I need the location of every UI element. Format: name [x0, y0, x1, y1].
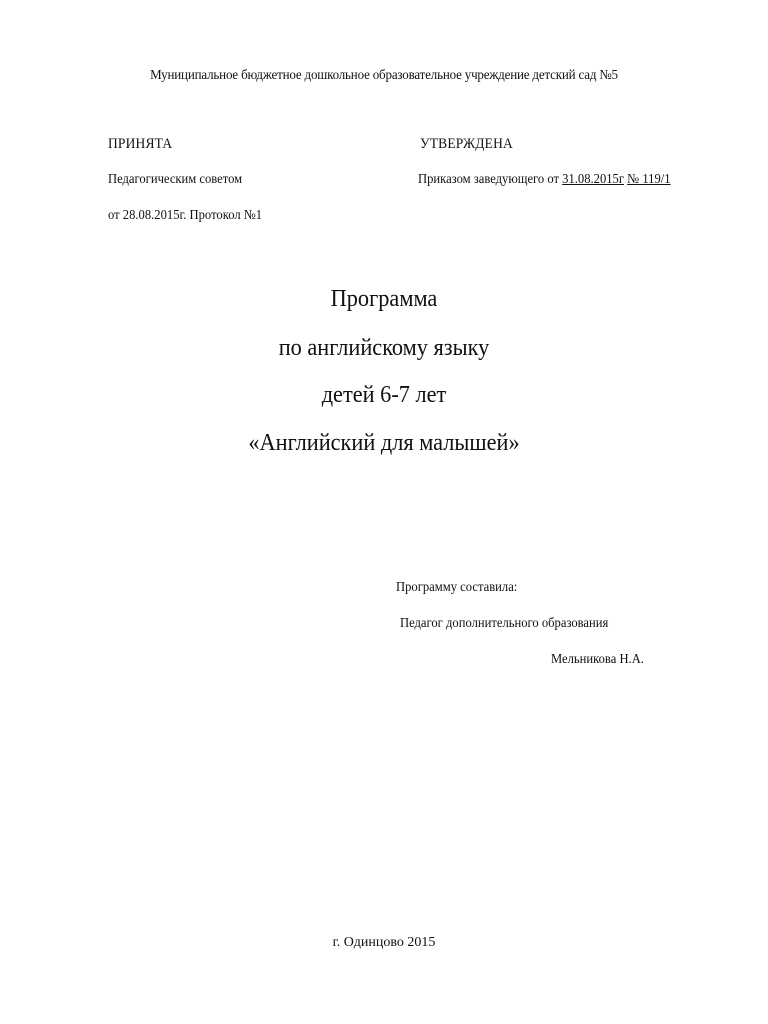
- approved-title-text: УТВЕРЖДЕНА: [420, 136, 513, 152]
- place-year: г. Одинцово 2015: [332, 935, 436, 950]
- title-line-1: Программа: [330, 286, 438, 312]
- protocol-line: [108, 208, 279, 224]
- accepted-by: [108, 172, 257, 188]
- protocol-text: от 28.08.2015г. Протокол №1: [108, 208, 263, 223]
- accepted-title-text: ПРИНЯТА: [108, 136, 173, 152]
- title-line-4: «Английский для малышей»: [248, 430, 520, 456]
- accepted-by-text: Педагогическим советом: [108, 172, 243, 187]
- institution-name: Муниципальное бюджетное дошкольное образовательное учреждение детский сад №5: [150, 68, 618, 83]
- author-position: [400, 616, 631, 632]
- order-prefix: Приказом заведующего от: [418, 172, 559, 187]
- order-line: [418, 172, 699, 188]
- title-line-3: детей 6-7 лет: [321, 382, 447, 408]
- order-date: 31.08.2015г: [562, 172, 625, 187]
- accepted-title: [108, 136, 180, 153]
- author-label: [396, 580, 531, 596]
- author-label-text: Программу составила:: [396, 580, 518, 595]
- author-name: [551, 652, 654, 668]
- order-number: № 119/1: [627, 172, 671, 187]
- author-position-text: Педагог дополнительного образования: [400, 616, 609, 631]
- approved-title: [420, 136, 523, 153]
- order-line-text: [418, 172, 671, 188]
- author-name-text: Мельникова Н.А.: [551, 652, 644, 667]
- title-line-2: по английскому языку: [278, 335, 490, 361]
